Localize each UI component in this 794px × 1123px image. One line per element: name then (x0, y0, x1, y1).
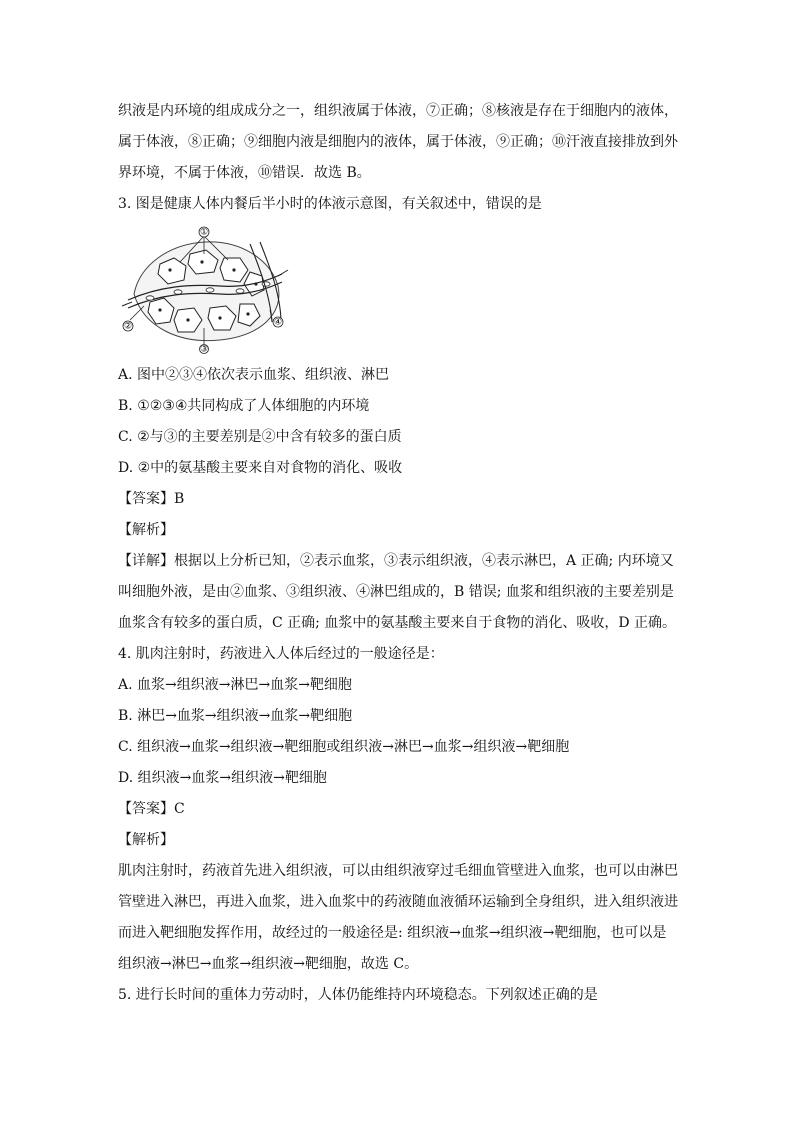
q4-option-c: C. 组织液→血浆→组织液→靶细胞或组织液→淋巴→血浆→组织液→靶细胞 (118, 739, 570, 755)
q3-detail-line-1: 【详解】根据以上分析已知，②表示血浆，③表示组织液，④表示淋巴，A 正确; 内环境又 (118, 553, 674, 569)
flow-arrow-out (278, 270, 288, 276)
q4-option-a: A. 血浆→组织液→淋巴→血浆→靶细胞 (118, 677, 352, 693)
q4-analysis-line-4: 组织液→淋巴→血浆→组织液→靶细胞，故选 C。 (118, 956, 419, 972)
intro-line-2: 属于体液，⑧正确；⑨细胞内液是细胞内的液体，属于体液，⑨正确；⑩汗液直接排放到外 (118, 134, 678, 150)
q4-answer: 【答案】C (118, 801, 185, 817)
question-4-stem: 4. 肌肉注射时，药液进入人体后经过的一般途径是： (118, 646, 444, 662)
q3-option-a: A. 图中②③④依次表示血浆、组织液、淋巴 (118, 367, 390, 383)
intro-line-3: 界环境，不属于体液，⑩错误．故选 B。 (118, 165, 371, 181)
q3-analysis-title: 【解析】 (118, 522, 174, 538)
question-5-stem: 5. 进行长时间的重体力劳动时，人体仍能维持内环境稳态。下列叙述正确的是 (118, 987, 598, 1003)
q4-option-d: D. 组织液→血浆→组织液→靶细胞 (118, 770, 327, 786)
q3-detail-line-2: 叫细胞外液，是由②血浆、③组织液、④淋巴组成的，B 错误; 血浆和组织液的主要差别是 (118, 584, 674, 600)
q3-option-b: B. ①②③④共同构成了人体细胞的内环境 (118, 398, 370, 414)
body-fluid-diagram-svg (120, 224, 290, 354)
q3-answer: 【答案】B (118, 491, 185, 507)
q3-option-c: C. ②与③的主要差别是②中含有较多的蛋白质 (118, 429, 402, 445)
q4-analysis-line-1: 肌肉注射时，药液首先进入组织液，可以由组织液穿过毛细血管壁进入血浆，也可以由淋巴 (118, 863, 678, 879)
q4-analysis-line-3: 而进入靶细胞发挥作用，故经过的一般途径是: 组织液→血浆→组织液→靶细胞，也可以是 (118, 925, 667, 941)
intro-line-1: 织液是内环境的组成成分之一，组织液属于体液，⑦正确；⑧核液是存在于细胞内的液体， (118, 103, 678, 119)
label-4: ④ (273, 317, 283, 328)
label-2: ② (123, 321, 133, 332)
body-fluid-diagram (120, 224, 290, 354)
flow-arrow-in (122, 302, 132, 306)
question-3-stem: 3. 图是健康人体内餐后半小时的体液示意图，有关叙述中，错误的是 (118, 196, 542, 212)
label-1: ① (199, 227, 209, 238)
q4-option-b: B. 淋巴→血浆→组织液→血浆→靶细胞 (118, 708, 353, 724)
q4-analysis-title: 【解析】 (118, 832, 174, 848)
q3-detail-line-3: 血浆含有较多的蛋白质，C 正确; 血浆中的氨基酸主要来自于食物的消化、吸收，D 正确。 (118, 615, 677, 631)
label-3: ③ (199, 344, 209, 354)
q3-option-d: D. ②中的氨基酸主要来自对食物的消化、吸收 (118, 460, 403, 476)
q4-analysis-line-2: 管壁进入淋巴，再进入血浆，进入血浆中的药液随血液循环运输到全身组织，进入组织液进 (118, 894, 678, 910)
page-content (118, 96, 678, 1011)
